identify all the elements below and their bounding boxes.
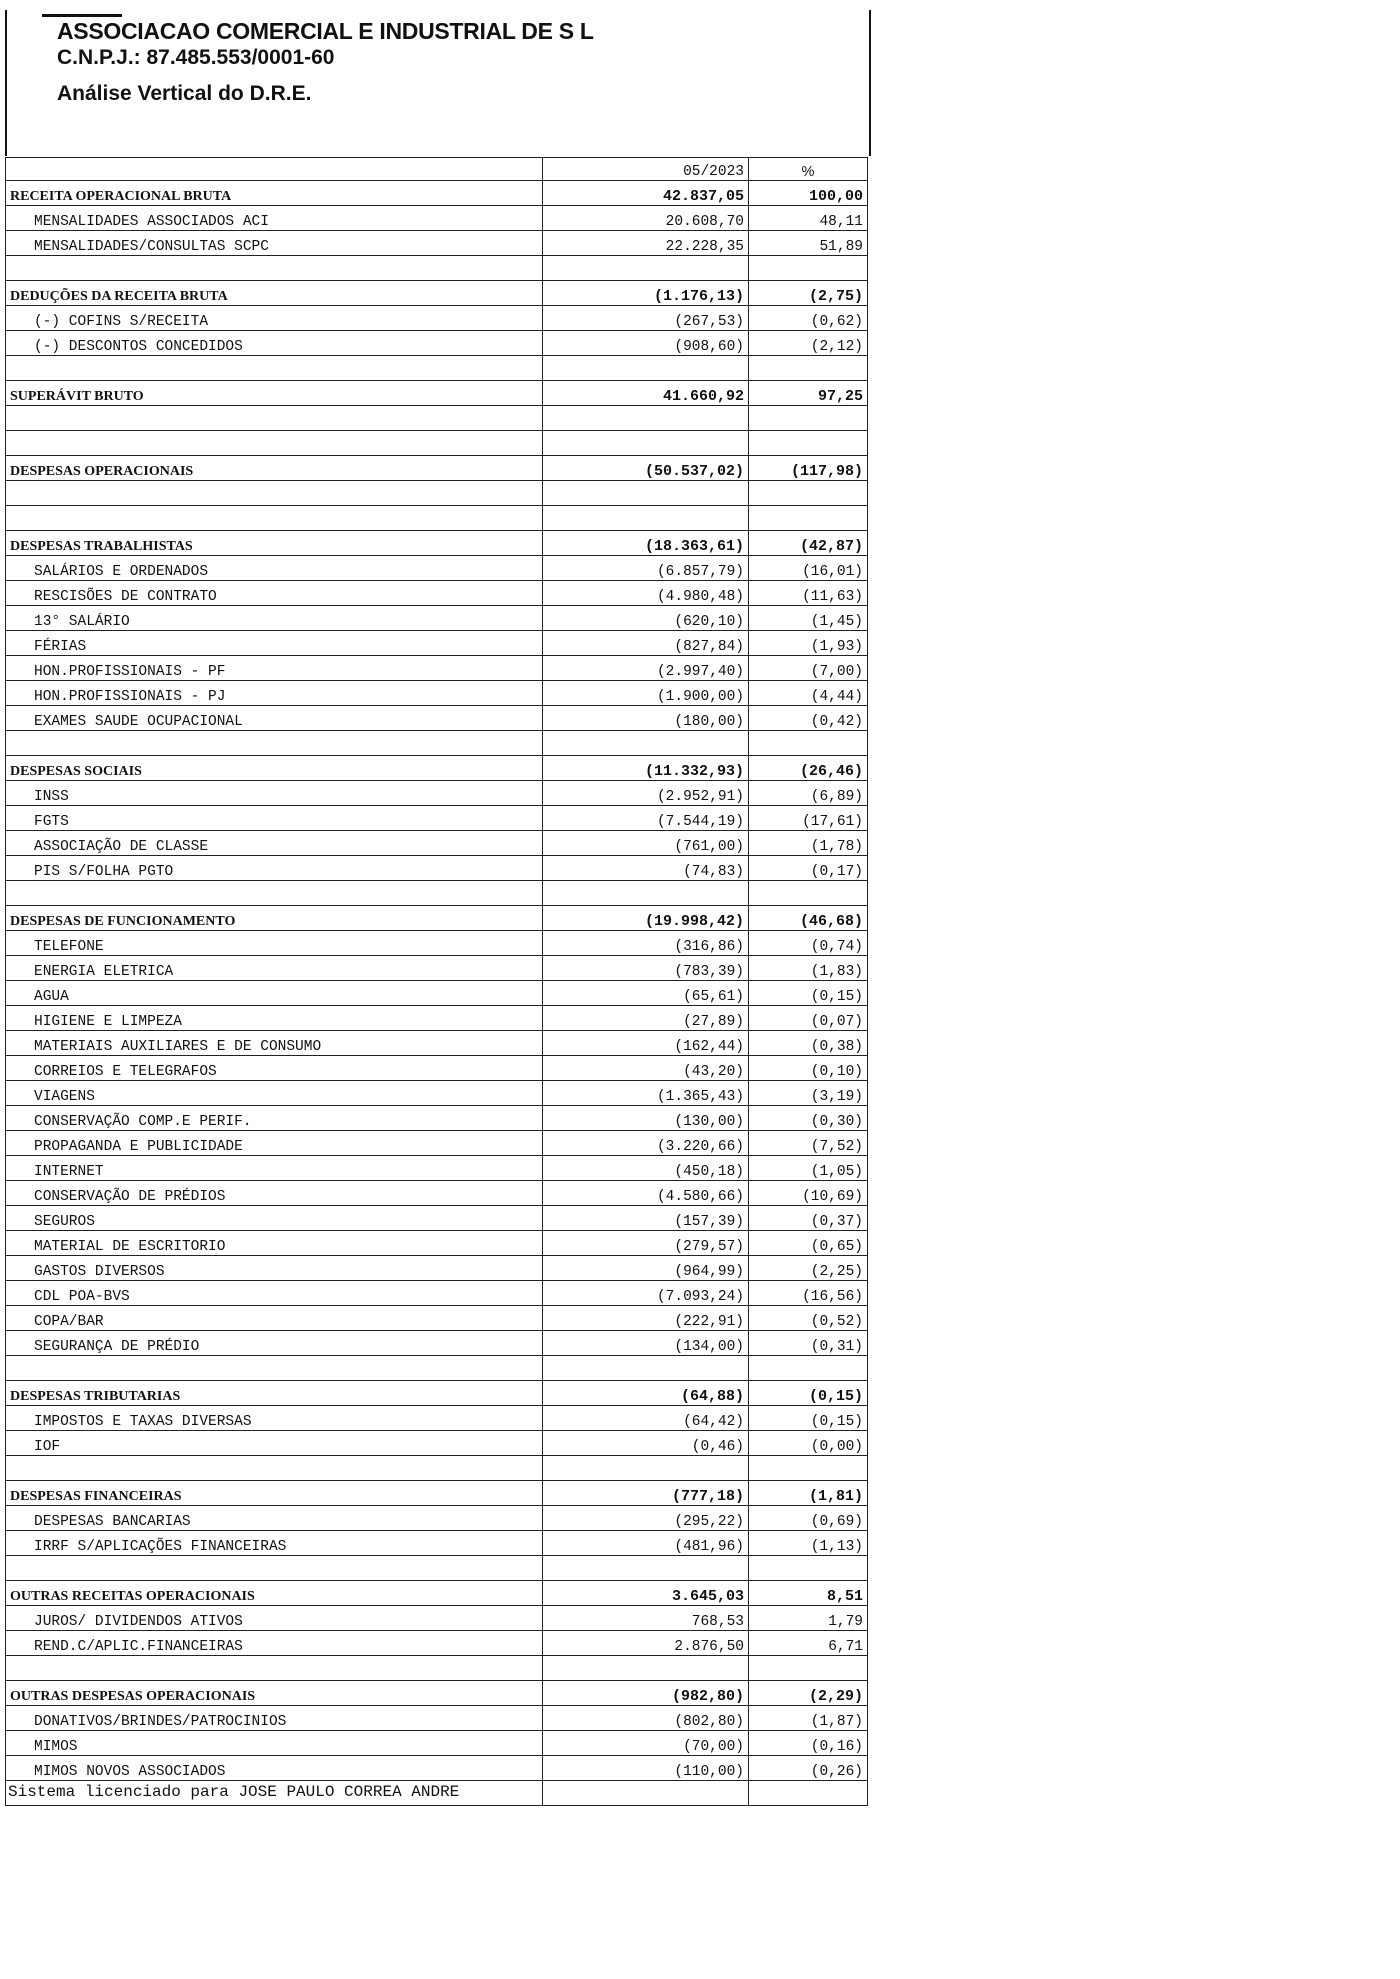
table-row xyxy=(6,1531,868,1556)
row-percent xyxy=(749,1781,868,1806)
table-row xyxy=(6,1406,868,1431)
row-value: (908,60) xyxy=(543,331,749,356)
row-percent: (2,29) xyxy=(749,1681,868,1706)
row-label: HON.PROFISSIONAIS - PF xyxy=(6,656,543,681)
row-label xyxy=(6,356,543,381)
row-value: (982,80) xyxy=(543,1681,749,1706)
row-value: (180,00) xyxy=(543,706,749,731)
row-value: (18.363,61) xyxy=(543,531,749,556)
row-percent: (0,15) xyxy=(749,1381,868,1406)
table-row xyxy=(6,1181,868,1206)
row-value xyxy=(543,256,749,281)
table-row xyxy=(6,1131,868,1156)
dre-table xyxy=(5,157,868,1806)
pen-mark xyxy=(42,14,122,17)
table-row xyxy=(6,1506,868,1531)
row-value: (65,61) xyxy=(543,981,749,1006)
row-value: (481,96) xyxy=(543,1531,749,1556)
row-label xyxy=(6,481,543,506)
row-value: 20.608,70 xyxy=(543,206,749,231)
row-value: 768,53 xyxy=(543,1606,749,1631)
row-percent: (17,61) xyxy=(749,806,868,831)
table-row xyxy=(6,206,868,231)
row-value: (827,84) xyxy=(543,631,749,656)
table-header-row xyxy=(6,158,868,181)
row-value: (11.332,93) xyxy=(543,756,749,781)
row-value: (1.900,00) xyxy=(543,681,749,706)
row-label: VIAGENS xyxy=(6,1081,543,1106)
report-title: Análise Vertical do D.R.E. xyxy=(57,82,312,105)
row-label: DESPESAS BANCARIAS xyxy=(6,1506,543,1531)
table-row xyxy=(6,1631,868,1656)
row-percent: (2,25) xyxy=(749,1256,868,1281)
row-percent xyxy=(749,431,868,456)
row-percent: (0,74) xyxy=(749,931,868,956)
row-value: 42.837,05 xyxy=(543,181,749,206)
table-row xyxy=(6,1606,868,1631)
blank-row xyxy=(6,1656,868,1681)
group-row xyxy=(6,1481,868,1506)
row-label: SEGURANÇA DE PRÉDIO xyxy=(6,1331,543,1356)
group-row xyxy=(6,906,868,931)
row-percent xyxy=(749,881,868,906)
company-name: ASSOCIACAO COMERCIAL E INDUSTRIAL DE S L xyxy=(57,18,594,44)
row-percent: (1,81) xyxy=(749,1481,868,1506)
table-row xyxy=(6,1081,868,1106)
row-label: DESPESAS TRABALHISTAS xyxy=(6,531,543,556)
row-percent: (0,15) xyxy=(749,1406,868,1431)
row-percent: (0,52) xyxy=(749,1306,868,1331)
row-label: (-) COFINS S/RECEITA xyxy=(6,306,543,331)
row-percent xyxy=(749,1456,868,1481)
row-label: DESPESAS FINANCEIRAS xyxy=(6,1481,543,1506)
row-value: (620,10) xyxy=(543,606,749,631)
row-percent: 97,25 xyxy=(749,381,868,406)
row-label xyxy=(6,506,543,531)
row-percent: (1,13) xyxy=(749,1531,868,1556)
row-percent: (117,98) xyxy=(749,456,868,481)
row-label xyxy=(6,1656,543,1681)
row-value: (1.176,13) xyxy=(543,281,749,306)
table-row xyxy=(6,1256,868,1281)
row-value: (964,99) xyxy=(543,1256,749,1281)
row-value: 22.228,35 xyxy=(543,231,749,256)
row-value: (4.580,66) xyxy=(543,1181,749,1206)
row-label: RECEITA OPERACIONAL BRUTA xyxy=(6,181,543,206)
row-label: INTERNET xyxy=(6,1156,543,1181)
row-label: MATERIAL DE ESCRITORIO xyxy=(6,1231,543,1256)
row-percent xyxy=(749,731,868,756)
table-row xyxy=(6,781,868,806)
row-percent: (0,62) xyxy=(749,306,868,331)
row-label: DESPESAS DE FUNCIONAMENTO xyxy=(6,906,543,931)
row-label xyxy=(6,1456,543,1481)
row-value: (74,83) xyxy=(543,856,749,881)
table-row xyxy=(6,1331,868,1356)
row-value: (450,18) xyxy=(543,1156,749,1181)
row-percent xyxy=(749,1356,868,1381)
row-value: (267,53) xyxy=(543,306,749,331)
table-row xyxy=(6,1156,868,1181)
row-value: (19.998,42) xyxy=(543,906,749,931)
row-label: DESPESAS SOCIAIS xyxy=(6,756,543,781)
blank-row xyxy=(6,506,868,531)
blank-row xyxy=(6,731,868,756)
row-percent: (2,12) xyxy=(749,331,868,356)
table-row xyxy=(6,956,868,981)
row-label: 13° SALÁRIO xyxy=(6,606,543,631)
row-percent xyxy=(749,1556,868,1581)
row-percent: (0,38) xyxy=(749,1031,868,1056)
row-label: DONATIVOS/BRINDES/PATROCINIOS xyxy=(6,1706,543,1731)
blank-row xyxy=(6,481,868,506)
row-percent: (11,63) xyxy=(749,581,868,606)
period-header: 05/2023 xyxy=(543,158,749,181)
blank-row xyxy=(6,406,868,431)
row-percent: 6,71 xyxy=(749,1631,868,1656)
license-footer: Sistema licenciado para JOSE PAULO CORREA ANDRE xyxy=(8,1783,460,1801)
table-row xyxy=(6,931,868,956)
row-value xyxy=(543,481,749,506)
row-label xyxy=(6,431,543,456)
row-value: (27,89) xyxy=(543,1006,749,1031)
row-percent xyxy=(749,256,868,281)
row-value xyxy=(543,1456,749,1481)
table-row xyxy=(6,1031,868,1056)
table-row xyxy=(6,681,868,706)
row-value xyxy=(543,431,749,456)
row-value xyxy=(543,506,749,531)
row-value: (134,00) xyxy=(543,1331,749,1356)
row-label: MENSALIDADES ASSOCIADOS ACI xyxy=(6,206,543,231)
row-percent: (1,93) xyxy=(749,631,868,656)
row-value: (2.997,40) xyxy=(543,656,749,681)
row-value: (222,91) xyxy=(543,1306,749,1331)
row-value: (43,20) xyxy=(543,1056,749,1081)
row-label: COPA/BAR xyxy=(6,1306,543,1331)
group-row xyxy=(6,756,868,781)
row-percent: (16,56) xyxy=(749,1281,868,1306)
row-label: IRRF S/APLICAÇÕES FINANCEIRAS xyxy=(6,1531,543,1556)
row-percent xyxy=(749,481,868,506)
row-label: CONSERVAÇÃO DE PRÉDIOS xyxy=(6,1181,543,1206)
row-value: (316,86) xyxy=(543,931,749,956)
row-label: OUTRAS RECEITAS OPERACIONAIS xyxy=(6,1581,543,1606)
row-value: (70,00) xyxy=(543,1731,749,1756)
table-row xyxy=(6,806,868,831)
group-row xyxy=(6,1381,868,1406)
row-percent: 48,11 xyxy=(749,206,868,231)
row-value: (2.952,91) xyxy=(543,781,749,806)
row-label: CDL POA-BVS xyxy=(6,1281,543,1306)
row-label xyxy=(6,731,543,756)
row-label: MIMOS xyxy=(6,1731,543,1756)
row-percent xyxy=(749,406,868,431)
row-value: 2.876,50 xyxy=(543,1631,749,1656)
row-value xyxy=(543,1556,749,1581)
row-value: (162,44) xyxy=(543,1031,749,1056)
row-value xyxy=(543,1656,749,1681)
row-percent: 51,89 xyxy=(749,231,868,256)
row-value: (279,57) xyxy=(543,1231,749,1256)
row-percent: (1,83) xyxy=(749,956,868,981)
table-row xyxy=(6,1431,868,1456)
row-value: (7.544,19) xyxy=(543,806,749,831)
row-percent xyxy=(749,356,868,381)
row-value: (1.365,43) xyxy=(543,1081,749,1106)
row-percent: (0,07) xyxy=(749,1006,868,1031)
row-percent: (26,46) xyxy=(749,756,868,781)
blank-row xyxy=(6,256,868,281)
row-value: (777,18) xyxy=(543,1481,749,1506)
row-percent: (3,19) xyxy=(749,1081,868,1106)
row-value: (802,80) xyxy=(543,1706,749,1731)
row-label: JUROS/ DIVIDENDOS ATIVOS xyxy=(6,1606,543,1631)
row-label: AGUA xyxy=(6,981,543,1006)
row-value xyxy=(543,356,749,381)
group-row xyxy=(6,531,868,556)
row-percent: (0,17) xyxy=(749,856,868,881)
row-percent: 100,00 xyxy=(749,181,868,206)
row-label xyxy=(6,1556,543,1581)
row-label: INSS xyxy=(6,781,543,806)
blank-row xyxy=(6,1556,868,1581)
row-value: (64,88) xyxy=(543,1381,749,1406)
row-label: FGTS xyxy=(6,806,543,831)
row-value: (130,00) xyxy=(543,1106,749,1131)
row-label: (-) DESCONTOS CONCEDIDOS xyxy=(6,331,543,356)
percent-header: % xyxy=(749,158,868,181)
table-row xyxy=(6,306,868,331)
row-label: PIS S/FOLHA PGTO xyxy=(6,856,543,881)
table-row xyxy=(6,1731,868,1756)
row-value: 41.660,92 xyxy=(543,381,749,406)
row-percent: (0,26) xyxy=(749,1756,868,1781)
row-value: (157,39) xyxy=(543,1206,749,1231)
row-label: SEGUROS xyxy=(6,1206,543,1231)
row-percent: 8,51 xyxy=(749,1581,868,1606)
table-row xyxy=(6,981,868,1006)
row-label: GASTOS DIVERSOS xyxy=(6,1256,543,1281)
row-label: IMPOSTOS E TAXAS DIVERSAS xyxy=(6,1406,543,1431)
blank-row xyxy=(6,356,868,381)
row-label: MIMOS NOVOS ASSOCIADOS xyxy=(6,1756,543,1781)
row-percent: (0,42) xyxy=(749,706,868,731)
row-percent: (7,52) xyxy=(749,1131,868,1156)
table-row xyxy=(6,331,868,356)
row-label: IOF xyxy=(6,1431,543,1456)
row-value xyxy=(543,1356,749,1381)
row-percent xyxy=(749,506,868,531)
blank-row xyxy=(6,431,868,456)
group-row xyxy=(6,381,868,406)
header-label-cell xyxy=(6,158,543,181)
row-label: OUTRAS DESPESAS OPERACIONAIS xyxy=(6,1681,543,1706)
table-row xyxy=(6,831,868,856)
row-percent: (0,69) xyxy=(749,1506,868,1531)
blank-row xyxy=(6,881,868,906)
company-cnpj: C.N.P.J.: 87.485.553/0001-60 xyxy=(57,46,335,69)
row-percent: (6,89) xyxy=(749,781,868,806)
row-percent: (0,00) xyxy=(749,1431,868,1456)
row-label: MENSALIDADES/CONSULTAS SCPC xyxy=(6,231,543,256)
row-value xyxy=(543,731,749,756)
table-row xyxy=(6,706,868,731)
row-percent: (4,44) xyxy=(749,681,868,706)
row-label: ASSOCIAÇÃO DE CLASSE xyxy=(6,831,543,856)
table-row xyxy=(6,656,868,681)
row-label: ENERGIA ELETRICA xyxy=(6,956,543,981)
table-row xyxy=(6,606,868,631)
row-percent: (0,15) xyxy=(749,981,868,1006)
row-label: SUPERÁVIT BRUTO xyxy=(6,381,543,406)
row-value: (7.093,24) xyxy=(543,1281,749,1306)
row-percent: (0,31) xyxy=(749,1331,868,1356)
row-label: FÉRIAS xyxy=(6,631,543,656)
row-label: REND.C/APLIC.FINANCEIRAS xyxy=(6,1631,543,1656)
row-label xyxy=(6,881,543,906)
table-row xyxy=(6,1281,868,1306)
row-label: DESPESAS OPERACIONAIS xyxy=(6,456,543,481)
row-value: (110,00) xyxy=(543,1756,749,1781)
table-row xyxy=(6,856,868,881)
row-label: HIGIENE E LIMPEZA xyxy=(6,1006,543,1031)
row-percent: (42,87) xyxy=(749,531,868,556)
row-value: (0,46) xyxy=(543,1431,749,1456)
row-label: DEDUÇÕES DA RECEITA BRUTA xyxy=(6,281,543,306)
row-value: (4.980,48) xyxy=(543,581,749,606)
blank-row xyxy=(6,1356,868,1381)
row-percent: (1,87) xyxy=(749,1706,868,1731)
row-percent: (0,10) xyxy=(749,1056,868,1081)
row-percent: (0,30) xyxy=(749,1106,868,1131)
group-row xyxy=(6,1581,868,1606)
table-row xyxy=(6,631,868,656)
table-row xyxy=(6,1231,868,1256)
row-value: (6.857,79) xyxy=(543,556,749,581)
row-percent: 1,79 xyxy=(749,1606,868,1631)
table-row xyxy=(6,556,868,581)
row-percent: (0,37) xyxy=(749,1206,868,1231)
row-percent: (1,05) xyxy=(749,1156,868,1181)
row-value: (64,42) xyxy=(543,1406,749,1431)
row-value: 3.645,03 xyxy=(543,1581,749,1606)
table-row xyxy=(6,1706,868,1731)
group-row xyxy=(6,181,868,206)
row-percent: (46,68) xyxy=(749,906,868,931)
row-value: (783,39) xyxy=(543,956,749,981)
row-value: (761,00) xyxy=(543,831,749,856)
row-value: (3.220,66) xyxy=(543,1131,749,1156)
row-percent: (2,75) xyxy=(749,281,868,306)
row-percent: (0,65) xyxy=(749,1231,868,1256)
row-label: CONSERVAÇÃO COMP.E PERIF. xyxy=(6,1106,543,1131)
row-value: (295,22) xyxy=(543,1506,749,1531)
group-row xyxy=(6,456,868,481)
row-label: TELEFONE xyxy=(6,931,543,956)
row-value: (50.537,02) xyxy=(543,456,749,481)
table-row xyxy=(6,1756,868,1781)
row-percent: (0,16) xyxy=(749,1731,868,1756)
row-percent: (16,01) xyxy=(749,556,868,581)
row-value xyxy=(543,406,749,431)
row-label: CORREIOS E TELEGRAFOS xyxy=(6,1056,543,1081)
row-label: RESCISÕES DE CONTRATO xyxy=(6,581,543,606)
row-value xyxy=(543,1781,749,1806)
row-label: PROPAGANDA E PUBLICIDADE xyxy=(6,1131,543,1156)
table-row xyxy=(6,1056,868,1081)
group-row xyxy=(6,281,868,306)
row-label: EXAMES SAUDE OCUPACIONAL xyxy=(6,706,543,731)
row-label: HON.PROFISSIONAIS - PJ xyxy=(6,681,543,706)
table-row xyxy=(6,1006,868,1031)
row-percent xyxy=(749,1656,868,1681)
row-label: DESPESAS TRIBUTARIAS xyxy=(6,1381,543,1406)
row-label xyxy=(6,1356,543,1381)
table-row xyxy=(6,1206,868,1231)
table-row xyxy=(6,231,868,256)
group-row xyxy=(6,1681,868,1706)
table-row xyxy=(6,581,868,606)
row-label: MATERIAIS AUXILIARES E DE CONSUMO xyxy=(6,1031,543,1056)
row-label xyxy=(6,256,543,281)
row-percent: (1,45) xyxy=(749,606,868,631)
table-row xyxy=(6,1106,868,1131)
table-row xyxy=(6,1306,868,1331)
row-percent: (7,00) xyxy=(749,656,868,681)
row-label: SALÁRIOS E ORDENADOS xyxy=(6,556,543,581)
blank-row xyxy=(6,1456,868,1481)
row-label xyxy=(6,406,543,431)
row-percent: (1,78) xyxy=(749,831,868,856)
row-value xyxy=(543,881,749,906)
row-percent: (10,69) xyxy=(749,1181,868,1206)
